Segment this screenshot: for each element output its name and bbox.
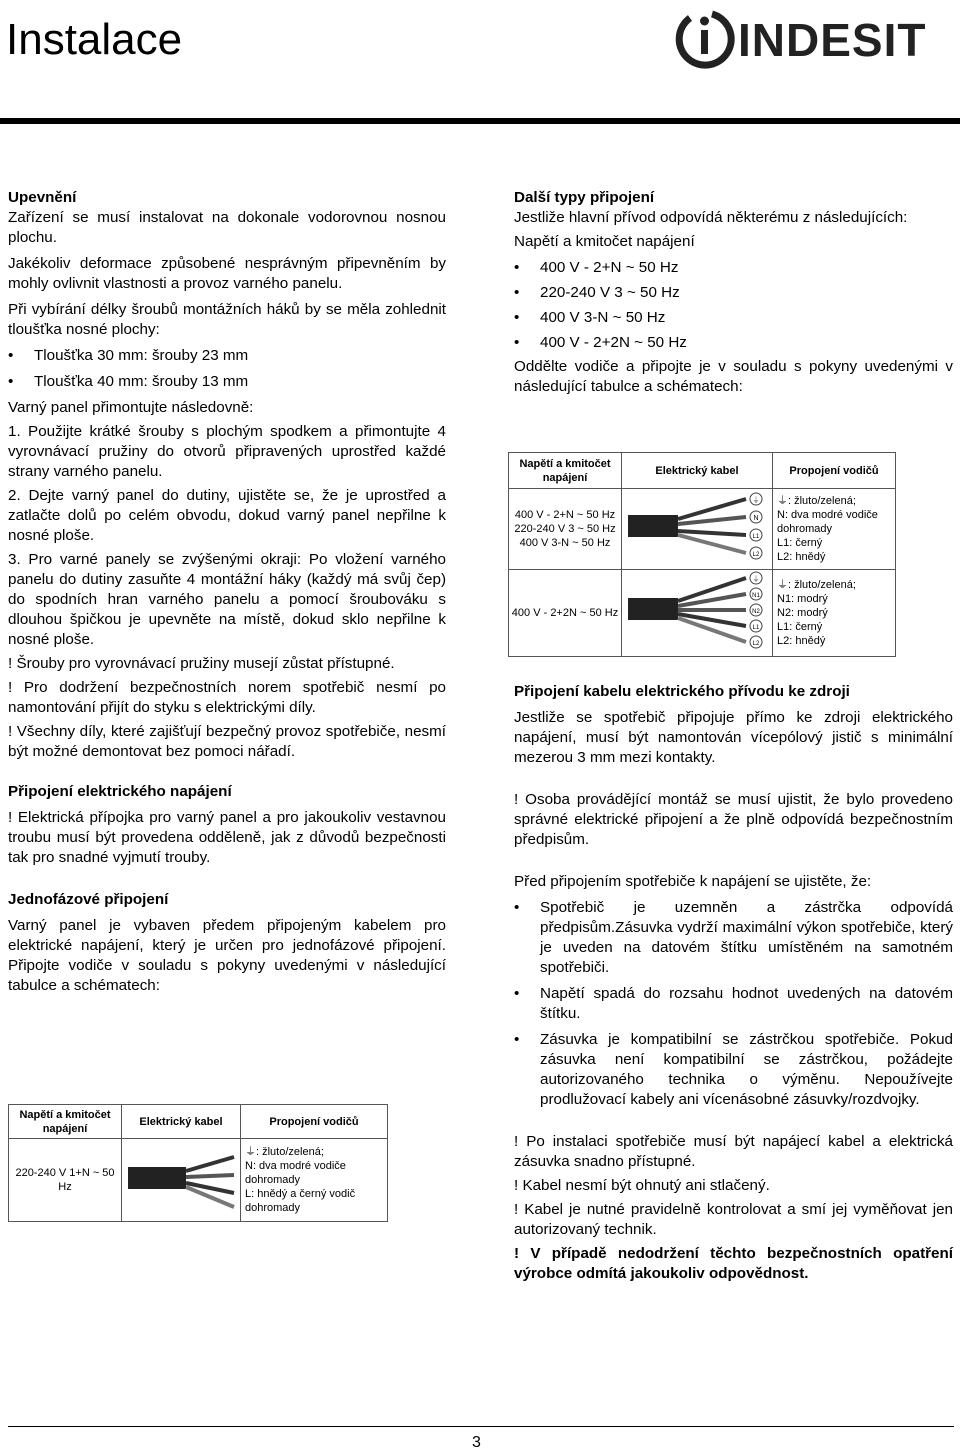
cable-illustration [622,489,772,565]
list-item: • 220-240 V 3 ~ 50 Hz [514,284,680,301]
heading-mount: Upevnění [8,189,77,206]
list-item: • Tloušťka 40 mm: šrouby 13 mm [8,373,249,390]
warning: ! Kabel je nutné pravidelně kontrolovat a smí jej vyměňovat jen autorizovaný technik. [514,1201,953,1238]
list-item: • Spotřebič je uzemněn a zástrčka odpovídá předpisům.Zásuvka vydrží maximální výkon spotřebiče, který je uveden na datovém štítku umístěném na samotném spotřebiči. [514,899,953,976]
voltage-cell: 220-240 V 1+N ~ 50 Hz [9,1139,122,1222]
warning: ! Kabel nesmí být ohnutý ani stlačený. [514,1177,770,1194]
list-item: • 400 V 3-N ~ 50 Hz [514,309,666,326]
cable-diagram [622,489,773,570]
svg-text:L2: L2 [752,552,760,558]
ground-icon: ⏚ [777,579,788,591]
step-1: 1. Použijte krátké šrouby s plochým spodkem a přimontujte 4 vyrovnávací pružiny do otvorů připravených uprostřed každé strany varného panelu. [8,423,446,480]
right-column [514,188,953,397]
brand-logo-icon [672,6,736,70]
table-header: Propojení vodičů [241,1105,388,1139]
live-line: L: hnědý a černý vodič dohromady [245,1188,356,1214]
list-item: • 400 V - 2+2N ~ 50 Hz [514,334,687,351]
connection-cell [241,1139,388,1222]
warning: ! Po instalaci spotřebiče musí být napájecí kabel a elektrická zásuvka snadno přístupné. [514,1133,953,1170]
brand-logo [672,2,952,74]
earth-line: ⏚: žluto/zelená; [245,1146,324,1158]
table-header: Napětí a kmitočet napájení [9,1105,122,1139]
svg-text:N1: N1 [752,593,760,599]
connection-cell: ⏚: žluto/zelená; N1: modrý N2: modrý L1: černý L2: hnědý [773,570,896,657]
svg-text:L1: L1 [752,625,760,631]
ground-icon: ⏚ [777,495,788,507]
cable-diagram [622,570,773,657]
warning: ! Pro dodržení bezpečnostních norem spotřebič nesmí po namontování přijít do styku s elektrickými díly. [8,679,446,716]
step-3: 3. Pro varné panely se zvýšenými okraji: Po vložení varného panelu do dutiny zasuňte 4 montážní háky (každý má svůj čep) do spodních hran varného panelu a pomocí šroubováku s dlouhou špičkou je upevněte na místě, dokud sklo nepřilne k nosné ploše. [8,551,446,648]
table-header: Propojení vodičů [773,453,896,489]
heading-other-connections: Další typy připojení [514,189,655,206]
ground-icon: ⏚ [245,1146,256,1158]
warning: ! Elektrická přípojka pro varný panel a pro jakoukoliv vestavnou troubu musí být provedena odděleně, jak z důvodů bezpečnosti tak pro snadné vyjmutí trouby. [8,809,446,866]
list-item: • Zásuvka je kompatibilní se zástrčkou spotřebiče. Pokud zásuvka není kompatibilní se zástrčkou, požádejte autorizovaného technika o výměnu. Nepoužívejte prodlužovací kabely ani vícenásobné zásuvky/rozdvojky. [514,1031,953,1108]
paragraph: Varný panel je vybaven předem připojeným kabelem pro elektrické napájení, který je určen pro jednofázové připojení. Připojte vodiče v souladu s pokyny uvedenými v následující tabulce a schématech: [8,917,446,994]
svg-text:L2: L2 [752,641,760,647]
heading-cable-connection: Připojení kabelu elektrického přívodu ke zdroji [514,683,850,700]
paragraph: Při vybírání délky šroubů montážních háků by se měla zohlednit tloušťka nosné plochy: [8,301,446,338]
voltage-cell: 400 V - 2+N ~ 50 Hz 220-240 V 3 ~ 50 Hz 400 V 3-N ~ 50 Hz [509,489,622,570]
warning: ! Všechny díly, které zajišťují bezpečný provoz spotřebiče, nesmí být možné demontovat bez pomoci nářadí. [8,723,446,760]
wiring-table-single [8,1104,388,1222]
cable-illustration [122,1139,240,1217]
brand-name: INDESIT [738,14,927,66]
heading-electrical: Připojení elektrického napájení [8,783,232,800]
voltage-cell: 400 V - 2+2N ~ 50 Hz [509,570,622,657]
table-header: Elektrický kabel [622,453,773,489]
list-item: • Tloušťka 30 mm: šrouby 23 mm [8,347,249,364]
heading-single-phase: Jednofázové připojení [8,891,169,908]
wiring-table-multi [508,452,896,657]
svg-text:L1: L1 [752,534,760,540]
paragraph: Oddělte vodiče a připojte je v souladu s pokyny uvedenými v následující tabulce a schématech: [514,358,953,395]
svg-text:N2: N2 [752,609,760,615]
paragraph: Jestliže hlavní přívod odpovídá některému z následujících: [514,209,908,226]
svg-text:⏚: ⏚ [752,497,760,504]
svg-text:N: N [753,515,759,522]
warning: ! Osoba provádějící montáž se musí ujistit, že bylo provedeno správné elektrické připojení a že plně odpovídá bezpečnostním předpisům. [514,791,953,848]
svg-text:⏚: ⏚ [752,576,760,583]
cable-diagram [122,1139,241,1222]
neutral-line: N: dva modré vodiče dohromady [245,1160,346,1186]
step-2: 2. Dejte varný panel do dutiny, ujistěte se, že je uprostřed a zatlačte dolů po celém obvodu, dokud varný panel nepřilne k nosné ploše. [8,487,446,544]
right-column-lower [514,682,953,1284]
list-item: • Napětí spadá do rozsahu hodnot uvedených na datovém štítku. [514,985,953,1022]
paragraph: Jakékoliv deformace způsobené nesprávným připevněním by mohly ovlivnit vlastnosti a provoz varného panelu. [8,255,446,292]
warning: ! Šrouby pro vyrovnávací pružiny musejí zůstat přístupné. [8,655,395,672]
left-column [8,188,446,996]
table-header: Napětí a kmitočet napájení [509,453,622,489]
paragraph: Varný panel přimontujte následovně: [8,399,254,416]
paragraph: Jestliže se spotřebič připojuje přímo ke zdroji elektrického napájení, musí být namontován vícepólový jistič s minimální mezerou 3 mm mezi kontakty. [514,709,953,766]
page-title: Instalace [6,15,183,64]
paragraph: Zařízení se musí instalovat na dokonale vodorovnou nosnou plochu. [8,209,446,246]
list-item: • 400 V - 2+N ~ 50 Hz [514,259,679,276]
warning-bold: ! V případě nedodržení těchto bezpečnostních opatření výrobce odmítá jakoukoliv odpovědnost. [514,1245,953,1282]
paragraph: Napětí a kmitočet napájení [514,233,695,250]
footer-rule [8,1426,954,1427]
cable-illustration [622,570,772,652]
paragraph: Před připojením spotřebiče k napájení se ujistěte, že: [514,873,872,890]
connection-cell: ⏚: žluto/zelená; N: dva modré vodiče dohromady L1: černý L2: hnědý [773,489,896,570]
header-rule [0,118,960,124]
page-number: 3 [472,1434,481,1451]
table-header: Elektrický kabel [122,1105,241,1139]
